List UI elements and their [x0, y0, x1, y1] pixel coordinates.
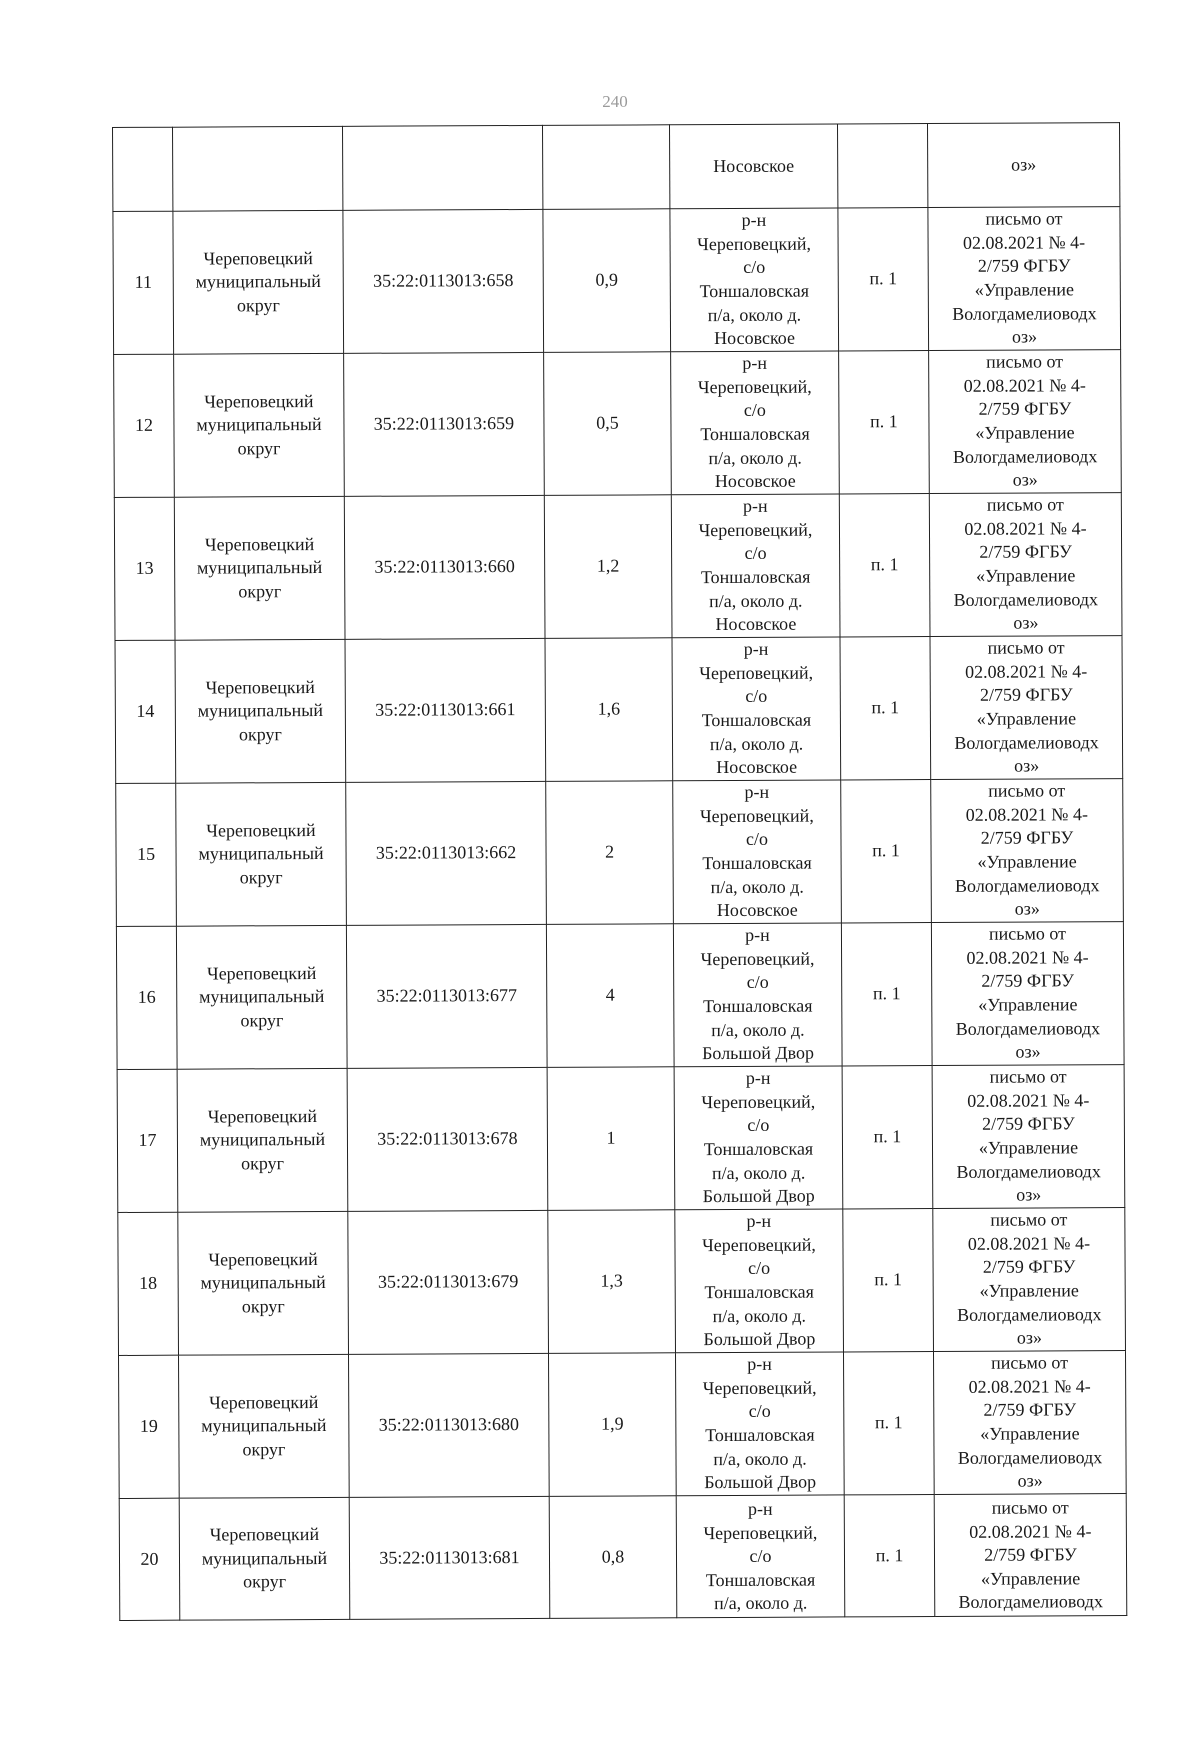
location-cell: р-н Череповецкий, с/о Тоншаловская п/а, около д. Носовское [671, 351, 840, 495]
cadastral-cell: 35:22:0113013:660 [344, 495, 545, 639]
table-row [114, 493, 1122, 641]
clause-cell: п. 1 [842, 1066, 933, 1209]
page-number: 240 [602, 92, 628, 111]
area-cell [542, 125, 669, 210]
table-row [119, 1351, 1127, 1499]
location-cell: р-н Череповецкий, с/о Тоншаловская п/а, около д. Большой Двор [675, 1352, 844, 1496]
location-cell: р-н Череповецкий, с/о Тоншаловская п/а, около д. Носовское [670, 208, 839, 352]
basis-cell: письмо от 02.08.2021 № 4- 2/759 ФГБУ «Управление Вологдамелиоводх оз» [931, 779, 1124, 923]
continuation-row [113, 123, 1120, 212]
cadastral-cell: 35:22:0113013:679 [348, 1210, 549, 1354]
clause-cell: п. 1 [841, 780, 932, 923]
num-cell: 18 [118, 1212, 179, 1355]
area-cell: 0,5 [544, 352, 672, 496]
num-cell: 13 [114, 497, 175, 640]
area-cell: 0,8 [549, 1496, 677, 1619]
cadastral-cell: 35:22:0113013:678 [347, 1067, 548, 1211]
cadastral-cell: 35:22:0113013:681 [349, 1496, 550, 1619]
district-cell: Череповецкий муниципальный округ [179, 1497, 350, 1620]
land-plots-table [112, 122, 1127, 1621]
num-cell: 14 [115, 640, 176, 783]
area-cell: 0,9 [543, 209, 671, 353]
cadastral-cell: 35:22:0113013:659 [344, 352, 545, 496]
area-cell: 1 [547, 1067, 675, 1211]
basis-cell: письмо от 02.08.2021 № 4- 2/759 ФГБУ «Управление Вологдамелиоводх оз» [929, 493, 1122, 637]
district-cell: Череповецкий муниципальный округ [178, 1211, 349, 1355]
cadastral-cell [342, 125, 542, 210]
clause-cell: п. 1 [839, 494, 930, 637]
num-cell: 12 [114, 354, 175, 497]
num-cell: 11 [113, 211, 174, 354]
clause-cell: п. 1 [841, 923, 932, 1066]
basis-cell: письмо от 02.08.2021 № 4- 2/759 ФГБУ «Управление Вологдамелиоводх оз» [930, 636, 1123, 780]
basis-cell: письмо от 02.08.2021 № 4- 2/759 ФГБУ «Управление Вологдамелиоводх [934, 1494, 1127, 1617]
clause-cell: п. 1 [838, 208, 929, 351]
table-row [118, 1208, 1126, 1356]
num-cell: 17 [117, 1069, 178, 1212]
cadastral-cell: 35:22:0113013:677 [346, 924, 547, 1068]
basis-cell: письмо от 02.08.2021 № 4- 2/759 ФГБУ «Управление Вологдамелиоводх оз» [933, 1351, 1126, 1495]
table-row [116, 779, 1124, 927]
location-cell: р-н Череповецкий, с/о Тоншаловская п/а, около д. Большой Двор [674, 1066, 843, 1210]
district-cell: Череповецкий муниципальный округ [176, 925, 347, 1069]
table-row [114, 350, 1122, 498]
basis-cell: оз» [927, 123, 1119, 208]
area-cell: 4 [546, 924, 674, 1068]
table-row [113, 207, 1121, 355]
num-cell [113, 127, 173, 211]
district-cell: Череповецкий муниципальный округ [177, 1068, 348, 1212]
location-cell: р-н Череповецкий, с/о Тоншаловская п/а, около д. Носовское [673, 780, 842, 924]
basis-cell: письмо от 02.08.2021 № 4- 2/759 ФГБУ «Управление Вологдамелиоводх оз» [929, 350, 1122, 494]
cadastral-cell: 35:22:0113013:680 [349, 1353, 550, 1497]
area-cell: 1,2 [544, 495, 672, 639]
district-cell: Череповецкий муниципальный округ [179, 1354, 350, 1498]
table-row [115, 636, 1123, 784]
basis-cell: письмо от 02.08.2021 № 4- 2/759 ФГБУ «Управление Вологдамелиоводх оз» [928, 207, 1121, 351]
table-row [119, 1494, 1127, 1621]
cadastral-cell: 35:22:0113013:662 [346, 781, 547, 925]
clause-cell: п. 1 [840, 637, 931, 780]
area-cell: 2 [546, 781, 674, 925]
num-cell: 19 [119, 1355, 180, 1498]
location-cell: Носовское [669, 124, 837, 209]
clause-cell: п. 1 [839, 351, 930, 494]
district-cell: Череповецкий муниципальный округ [176, 782, 347, 926]
location-cell: р-н Череповецкий, с/о Тоншаловская п/а, около д. Носовское [672, 637, 841, 781]
district-cell: Череповецкий муниципальный округ [174, 353, 345, 497]
clause-cell: п. 1 [843, 1209, 934, 1352]
basis-cell: письмо от 02.08.2021 № 4- 2/759 ФГБУ «Управление Вологдамелиоводх оз» [931, 922, 1124, 1066]
basis-cell: письмо от 02.08.2021 № 4- 2/759 ФГБУ «Управление Вологдамелиоводх оз» [932, 1065, 1125, 1209]
num-cell: 16 [116, 926, 177, 1069]
area-cell: 1,6 [545, 638, 673, 782]
location-cell: р-н Череповецкий, с/о Тоншаловская п/а, около д. Большой Двор [673, 923, 842, 1067]
table-row [116, 922, 1124, 1070]
clause-cell: п. 1 [843, 1352, 934, 1495]
basis-cell: письмо от 02.08.2021 № 4- 2/759 ФГБУ «Управление Вологдамелиоводх оз» [933, 1208, 1126, 1352]
location-cell: р-н Череповецкий, с/о Тоншаловская п/а, около д. [676, 1495, 845, 1618]
location-cell: р-н Череповецкий, с/о Тоншаловская п/а, около д. Носовское [671, 494, 840, 638]
clause-cell [837, 124, 927, 208]
cadastral-cell: 35:22:0113013:658 [343, 209, 544, 353]
district-cell: Череповецкий муниципальный округ [173, 210, 344, 354]
area-cell: 1,3 [548, 1210, 676, 1354]
table-row [117, 1065, 1125, 1213]
num-cell: 15 [116, 783, 177, 926]
cadastral-cell: 35:22:0113013:661 [345, 638, 546, 782]
num-cell: 20 [119, 1498, 180, 1620]
district-cell [173, 126, 343, 211]
district-cell: Череповецкий муниципальный округ [175, 639, 346, 783]
location-cell: р-н Череповецкий, с/о Тоншаловская п/а, около д. Большой Двор [675, 1209, 844, 1353]
district-cell: Череповецкий муниципальный округ [174, 496, 345, 640]
clause-cell: п. 1 [844, 1494, 935, 1616]
area-cell: 1,9 [548, 1353, 676, 1497]
